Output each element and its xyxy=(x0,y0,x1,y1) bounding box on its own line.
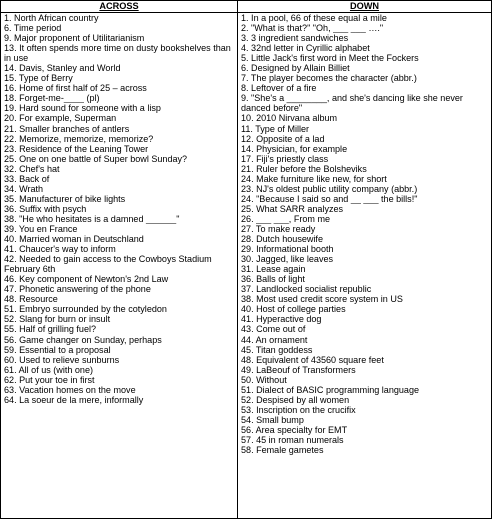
across-clue: 33. Back of xyxy=(4,173,50,184)
across-clue: 59. Essential to a proposal xyxy=(4,344,111,355)
down-clue: 54. Small bump xyxy=(241,414,304,425)
down-clue: 49. LaBeouf of Transformers xyxy=(241,364,356,375)
down-clue: 52. Despised by all women xyxy=(241,394,350,405)
down-clue: 3. 3 ingredient sandwiches xyxy=(241,33,349,44)
down-clue: 36. Balls of light xyxy=(241,274,305,285)
down-clue: 37. Landlocked socialist republic xyxy=(241,284,372,295)
down-clue: 56. Area specialty for EMT xyxy=(241,424,348,435)
down-clue: 11. Type of Miller xyxy=(241,123,310,134)
down-heading: DOWN xyxy=(238,1,491,13)
across-clue: 62. Put your toe in first xyxy=(4,374,95,385)
down-clue: 29. Informational booth xyxy=(241,244,334,255)
across-clue: 9. Major proponent of Utilitarianism xyxy=(4,33,145,44)
across-clue: 16. Home of first half of 25 – across xyxy=(4,83,147,94)
down-clue: 27. To make ready xyxy=(241,223,316,234)
down-clue: 50. Without xyxy=(241,374,287,385)
down-clue-list xyxy=(238,13,491,455)
down-clue: 58. Female gametes xyxy=(241,445,324,456)
across-clue: 19. Hard sound for someone with a lisp xyxy=(4,103,161,114)
down-clue: 4. 32nd letter in Cyrillic alphabet xyxy=(241,43,370,54)
across-clue: 35. Manufacturer of bike lights xyxy=(4,193,126,204)
across-clue: 55. Half of grilling fuel? xyxy=(4,324,97,335)
across-clue: 36. Suffix with psych xyxy=(4,203,87,214)
across-clue: 40. Married woman in Deutschland xyxy=(4,234,144,245)
down-clue: 28. Dutch housewife xyxy=(241,234,323,245)
down-clue: 45. Titan goddess xyxy=(241,344,313,355)
down-clue: 31. Lease again xyxy=(241,264,306,275)
down-clue: 21. Ruler before the Bolsheviks xyxy=(241,163,367,174)
down-clue: 24. Make furniture like new, for short xyxy=(241,173,387,184)
down-clue: 7. The player becomes the character (abbr.) xyxy=(241,73,417,84)
across-clue: 6. Time period xyxy=(4,23,62,34)
across-clue: 46. Key component of Newton's 2nd Law xyxy=(4,274,169,285)
down-clue: 30. Jagged, like leaves xyxy=(241,254,334,265)
across-clue: 52. Slang for burn or insult xyxy=(4,314,111,325)
across-clue: 20. For example, Superman xyxy=(4,113,117,124)
down-clue: 40. Host of college parties xyxy=(241,304,346,315)
down-clue: 12. Opposite of a lad xyxy=(241,133,325,144)
across-clue: 41. Chaucer's way to inform xyxy=(4,244,116,255)
down-clue: 6. Designed by Allain Billiet xyxy=(241,63,350,74)
across-clue: 1. North African country xyxy=(4,13,99,23)
down-clue: 1. In a pool, 66 of these equal a mile xyxy=(241,13,387,23)
across-clue: 34. Wrath xyxy=(4,183,44,194)
across-clue: 18. Forget-me-____ (pl) xyxy=(4,93,100,104)
down-column xyxy=(238,1,491,518)
across-clue: 47. Phonetic answering of the phone xyxy=(4,284,151,295)
down-clue: 8. Leftover of a fire xyxy=(241,83,317,94)
down-clue: 23. NJ's oldest public utility company (abbr.) xyxy=(241,183,418,194)
down-clue: 44. An ornament xyxy=(241,334,308,345)
across-clue-list xyxy=(1,13,237,405)
across-clue: 60. Used to relieve sunburns xyxy=(4,354,120,365)
across-clue: 21. Smaller branches of antlers xyxy=(4,123,130,134)
down-clue: 57. 45 in roman numerals xyxy=(241,434,344,445)
across-clue: 22. Memorize, memorize, memorize? xyxy=(4,133,154,144)
across-clue: 42. Needed to gain access to the Cowboys Stadium February 6th xyxy=(4,254,212,275)
down-clue: 9. "She's a ________, and she's dancing like she never danced before" xyxy=(241,93,463,114)
across-clue: 13. It often spends more time on dusty bookshelves than in use xyxy=(4,43,231,64)
down-clue: 43. Come out of xyxy=(241,324,306,335)
down-clue: 53. Inscription on the crucifix xyxy=(241,404,356,415)
across-clue: 51. Embryo surrounded by the cotyledon xyxy=(4,304,167,315)
down-clue: 5. Little Jack's first word in Meet the Fockers xyxy=(241,53,419,64)
across-clue: 64. La soeur de la mere, informally xyxy=(4,394,144,405)
down-clue: 41. Hyperactive dog xyxy=(241,314,322,325)
across-clue: 38. "He who hesitates is a damned ______" xyxy=(4,213,180,224)
down-clue: 24. "Because I said so and __ ___ the bills!" xyxy=(241,193,418,204)
across-heading: ACROSS xyxy=(1,1,237,13)
down-clue: 51. Dialect of BASIC programming language xyxy=(241,384,420,395)
across-column xyxy=(1,1,238,518)
across-clue: 48. Resource xyxy=(4,294,58,305)
across-clue: 32. Chef's hat xyxy=(4,163,60,174)
down-clue: 10. 2010 Nirvana album xyxy=(241,113,338,124)
down-clue: 17. Fiji's priestly class xyxy=(241,153,329,164)
across-clue: 15. Type of Berry xyxy=(4,73,73,84)
down-clue: 26. ___ ___, From me xyxy=(241,213,331,224)
down-clue: 48. Equivalent of 43560 square feet xyxy=(241,354,384,365)
across-clue: 14. Davis, Stanley and World xyxy=(4,63,121,74)
across-clue: 61. All of us (with one) xyxy=(4,364,94,375)
across-clue: 25. One on one battle of Super bowl Sunday? xyxy=(4,153,188,164)
across-clue: 39. You en France xyxy=(4,223,78,234)
down-clue: 25. What SARR analyzes xyxy=(241,203,344,214)
down-clue: 38. Most used credit score system in US xyxy=(241,294,403,305)
down-clue: 2. "What is that?" "Oh, ___ ___ …." xyxy=(241,23,384,34)
across-clue: 23. Residence of the Leaning Tower xyxy=(4,143,149,154)
across-clue: 63. Vacation homes on the move xyxy=(4,384,136,395)
across-clue: 56. Game changer on Sunday, perhaps xyxy=(4,334,162,345)
down-clue: 14. Physician, for example xyxy=(241,143,348,154)
